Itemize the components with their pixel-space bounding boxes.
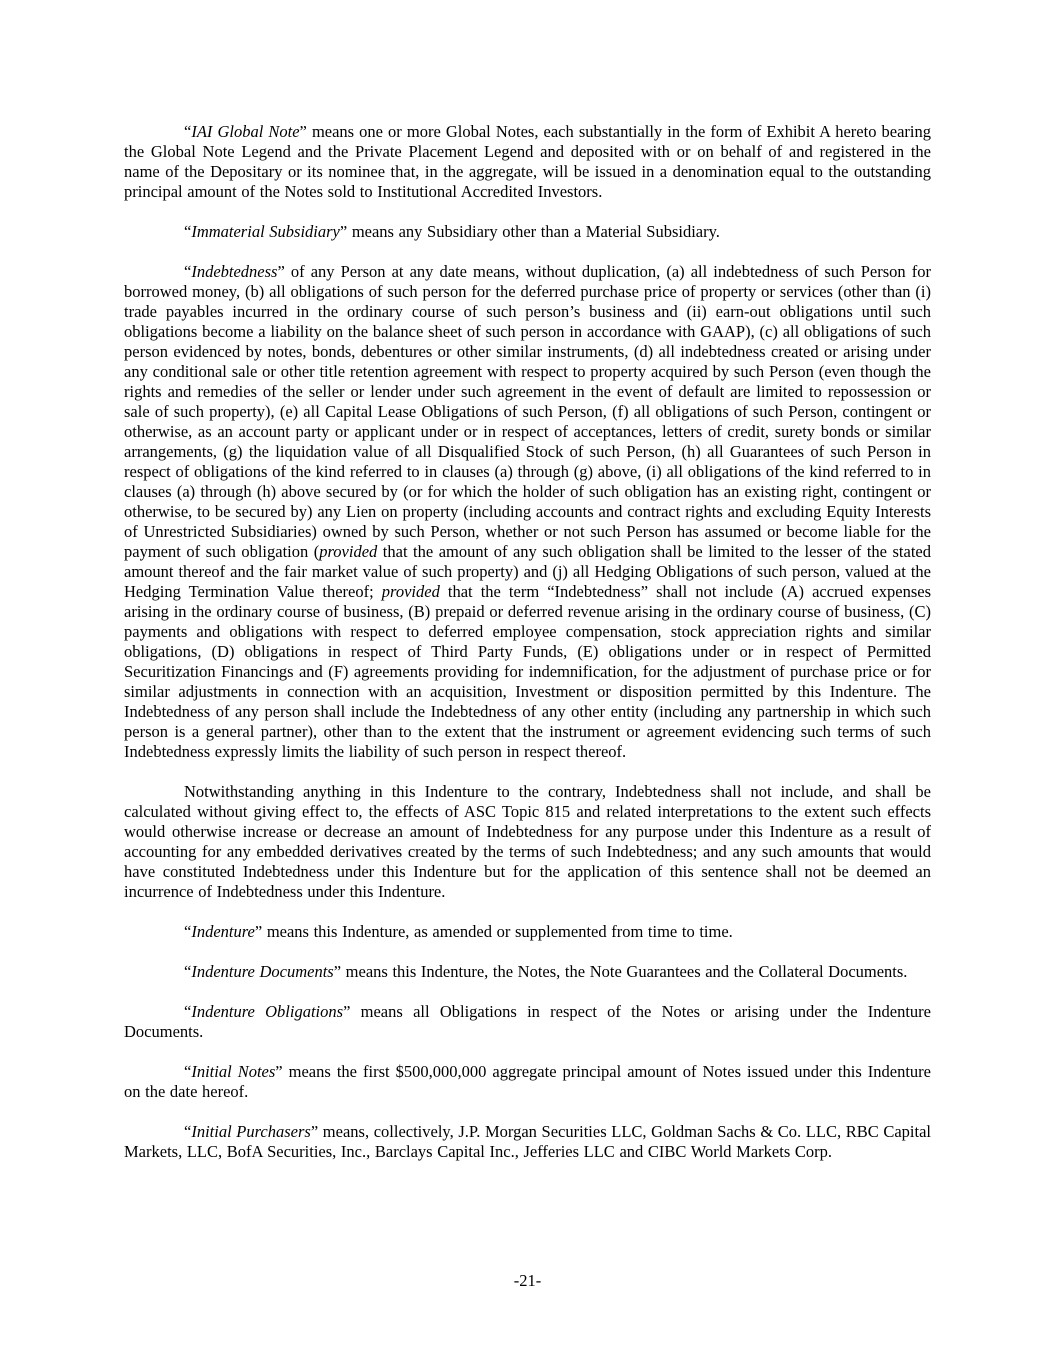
paragraph: [124, 1062, 931, 1102]
paragraph: [124, 922, 931, 942]
paragraph-text: “: [184, 922, 192, 941]
defined-term: Indenture Documents: [191, 962, 334, 981]
paragraph-text: ” of any Person at any date means, without duplication, (a) all indebtedness of such Person for borrowed money, (b) all obligations of such person for the deferred purchase price of property or services (other than (i) trade payables incurred in the ordinary course of such person’s business and (ii) earn-out obligations until such obligations become a liability on the balance sheet of such person in accordance with GAAP), (c) all obligations of such person evidenced by notes, bonds, debentures or other similar instruments, (d) all indebtedness created or arising under any conditional sale or other title retention agreement with respect to property acquired by such Person (even though the rights and remedies of the seller or lender under such agreement in the event of default are limited to repossession or sale of such property), (e) all Capital Lease Obligations of such Person, (f) all obligations of such Person, contingent or otherwise, as an account party or applicant under or in respect of acceptances, letters of credit, surety bonds or similar arrangements, (g) the liquidation value of all Disqualified Stock of such Person, (h) all Guarantees of such Person in respect of obligations of the kind referred to in clauses (a) through (g) above, (i) all obligations of the kind referred to in clauses (a) through (h) above secured by (or for which the holder of such obligation has an existing right, contingent or otherwise, to be secured by) any Lien on property (including accounts and contract rights and excluding Equity Interests of Unrestricted Subsidiaries) owned by such Person, whether or not such Person has assumed or become liable for the payment of such obligation (: [124, 262, 931, 561]
paragraph-text: “: [184, 262, 192, 281]
paragraph: [124, 1122, 931, 1162]
defined-term: Initial Notes: [191, 1062, 276, 1081]
paragraph-text: “: [184, 1002, 192, 1021]
paragraph-text: “: [184, 1122, 192, 1141]
paragraph-text: “: [184, 962, 192, 981]
paragraph: [124, 222, 931, 242]
paragraph-text: “: [184, 122, 192, 141]
defined-term: provided: [381, 582, 440, 601]
paragraph-text: “: [184, 1062, 192, 1081]
defined-term: IAI Global Note: [191, 122, 300, 141]
defined-term: Indebtedness: [191, 262, 278, 281]
document-body: [124, 122, 931, 1162]
defined-term: Initial Purchasers: [191, 1122, 311, 1141]
paragraph-text: ” means one or more Global Notes, each substantially in the form of Exhibit A hereto bearing the Global Note Legend and the Private Placement Legend and deposited with or on behalf of and registered in the name of the Depositary or its nominee that, in the aggregate, will be issued in a denomination equal to the outstanding principal amount of the Notes sold to Institutional Accredited Investors.: [124, 122, 931, 201]
paragraph: [124, 782, 931, 902]
defined-term: provided: [319, 542, 378, 561]
paragraph: [124, 262, 931, 762]
paragraph-text: ” means this Indenture, the Notes, the Note Guarantees and the Collateral Documents.: [333, 962, 908, 981]
paragraph-text: “: [184, 222, 192, 241]
paragraph-text: ” means any Subsidiary other than a Material Subsidiary.: [339, 222, 720, 241]
paragraph-text: ” means this Indenture, as amended or supplemented from time to time.: [254, 922, 733, 941]
paragraph-text: that the amount of any such obligation shall be limited to the lesser of the stated amount thereof and the fair market value of such property) and (j) all Hedging Obligations of such person, valued at the Hedging Termination Value thereof;: [124, 542, 931, 601]
paragraph-text: ” means the first $500,000,000 aggregate principal amount of Notes issued under this Indenture on the date hereof.: [124, 1062, 931, 1101]
paragraph-text: ” means all Obligations in respect of the Notes or arising under the Indenture Documents.: [124, 1002, 932, 1041]
page-number: -21-: [513, 1271, 542, 1290]
paragraph: [124, 962, 931, 982]
defined-term: Indenture: [191, 922, 255, 941]
paragraph-text: ” means, collectively, J.P. Morgan Securities LLC, Goldman Sachs & Co. LLC, RBC Capital Markets, LLC, BofA Securities, Inc., Barclays Capital Inc., Jefferies LLC and CIBC World Markets Corp.: [124, 1122, 931, 1161]
defined-term: Indenture Obligations: [191, 1002, 344, 1021]
paragraph: [124, 122, 931, 202]
paragraph-text: Notwithstanding anything in this Indenture to the contrary, Indebtedness shall not include, and shall be calculated without giving effect to, the effects of ASC Topic 815 and related interpretations to the extent such effects would otherwise increase or decrease an amount of Indebtedness for any purpose under this Indenture as a result of accounting for any embedded derivatives created by the terms of such Indebtedness; and any such amounts that would have constituted Indebtedness under this Indenture but for the application of this sentence shall not be deemed an incurrence of Indebtedness under this Indenture.: [124, 782, 931, 901]
defined-term: Immaterial Subsidiary: [191, 222, 340, 241]
paragraph: [124, 1002, 931, 1042]
paragraph-text: that the term “Indebtedness” shall not include (A) accrued expenses arising in the ordinary course of business, (B) prepaid or deferred revenue arising in the ordinary course of business, (C) payments and obligations with respect to deferred employee compensation, stock appreciation rights and similar obligations, (D) obligations in respect of Third Party Funds, (E) obligations under or in respect of Permitted Securitization Financings and (F) agreements providing for indemnification, for the adjustment of purchase price or for similar adjustments in connection with an acquisition, Investment or disposition permitted by this Indenture. The Indebtedness of any person shall include the Indebtedness of any other entity (including any partnership in which such person is a general partner), other than to the extent that the instrument or agreement evidencing such terms of such Indebtedness expressly limits the liability of such person in respect thereof.: [124, 582, 931, 761]
